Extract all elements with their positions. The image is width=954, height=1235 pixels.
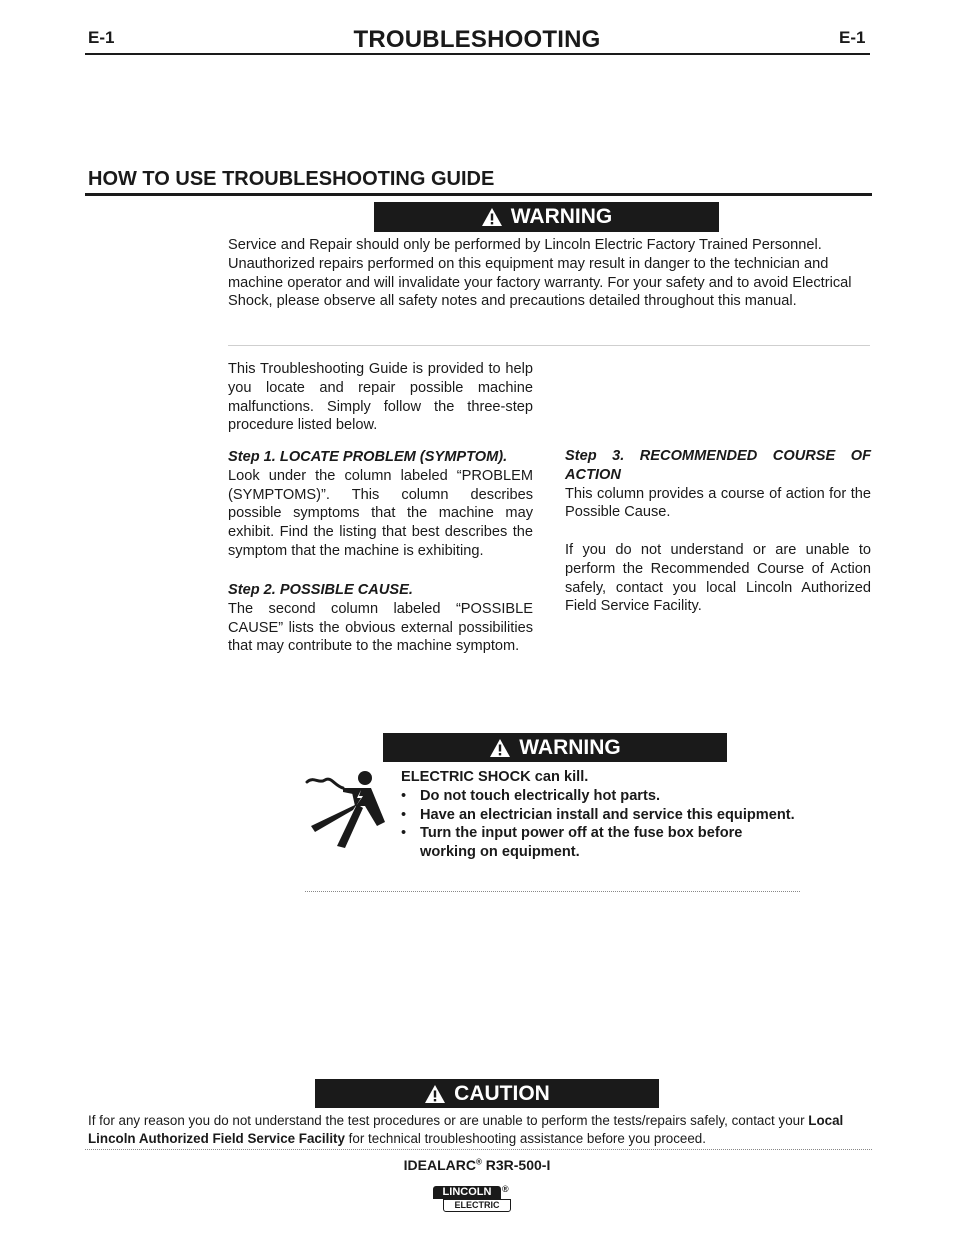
warning-triangle-icon	[424, 1084, 446, 1104]
intro-text	[228, 360, 533, 435]
page-code-left: E-1	[88, 28, 115, 47]
step-3-heading: Step 3. RECOMMENDED COURSE OF ACTION	[565, 448, 871, 483]
intro-paragraph: This Troubleshooting Guide is provided to help you locate and repair possible machine malfunctions. Simply follow the three-step procedure listed below.	[228, 361, 533, 434]
divider	[228, 345, 870, 346]
warning-2-heading: ELECTRIC SHOCK can kill.	[401, 769, 589, 785]
warning-2-item-text: Turn the input power off at the fuse box before working on equipment.	[420, 825, 743, 861]
caution-text-bold: Local Lincoln Authorized Field Service Facility	[88, 1113, 844, 1146]
caution-banner	[315, 1079, 659, 1108]
warning-2-item	[401, 806, 801, 825]
bullet: •	[401, 787, 407, 804]
header-rule	[85, 53, 870, 55]
electric-shock-icon	[305, 770, 393, 852]
warning-banner-1	[374, 202, 719, 232]
warning-2-item-text: Have an electrician install and service this equipment.	[420, 806, 795, 823]
step-1-heading: Step 1. LOCATE PROBLEM (SYMPTOM).	[228, 449, 508, 465]
warning-2-item	[401, 824, 801, 862]
step-3-text-2: If you do not understand or are unable to perform the Recommended Course of Action safely, contact you local Lincoln Authorized Field Service Facility.	[565, 541, 871, 615]
step-1-text: Look under the column labeled “PROBLEM (SYMPTOMS)”. This column describes possible symptoms that the machine may exhibit. Find the listing that best describes the symptom that the machine is exhibiting.	[228, 467, 533, 559]
warning-1-text	[228, 236, 872, 311]
footer-divider	[85, 1149, 872, 1150]
caution-text-pre: If for any reason you do not understand the test procedures or are unable to perform the tests/repairs safely, contact your	[88, 1113, 809, 1128]
step-2	[228, 581, 533, 656]
warning-2-divider	[305, 891, 800, 892]
step-2-text: The second column labeled “POSSIBLE CAUSE” lists the obvious external possibilities that may contribute to the machine symptom.	[228, 600, 533, 655]
lincoln-electric-logo	[433, 1186, 513, 1214]
bullet: •	[401, 825, 407, 842]
step-3	[565, 447, 871, 616]
warning-triangle-icon	[489, 738, 511, 758]
model-code: R3R-500-I	[485, 1157, 551, 1173]
warning-label: WARNING	[519, 735, 621, 759]
model-name	[0, 1157, 954, 1173]
warning-1-paragraph: Service and Repair should only be performed by Lincoln Electric Factory Trained Personnel. Unauthorized repairs performed on this equipment may result in danger to the technician and machine operator and will invalidate your factory warranty. For your safety and to avoid Electrical Shock, please observe all safety notes and precautions detailed throughout this manual.	[228, 237, 852, 310]
model-name-text: IDEALARC	[403, 1157, 476, 1173]
warning-2-item	[401, 787, 801, 806]
registered-mark: ®	[475, 1157, 482, 1167]
section-rule	[85, 193, 872, 196]
bullet: •	[401, 806, 407, 823]
step-2-heading: Step 2. POSSIBLE CAUSE.	[228, 582, 413, 598]
warning-banner-2	[383, 733, 727, 762]
page-title: TROUBLESHOOTING	[353, 26, 601, 53]
warning-2-item-text: Do not touch electrically hot parts.	[420, 787, 661, 804]
warning-triangle-icon	[481, 207, 503, 227]
caution-label: CAUTION	[454, 1081, 550, 1105]
warning-2-content	[401, 768, 801, 862]
logo-registered-mark: ®	[502, 1184, 509, 1194]
section-title: HOW TO USE TROUBLESHOOTING GUIDE	[88, 168, 495, 190]
warning-label: WARNING	[510, 205, 613, 228]
step-3-text-1: This column provides a course of action for the Possible Cause.	[565, 485, 871, 521]
caution-text-post: for technical troubleshooting assistance before you proceed.	[344, 1131, 706, 1146]
page-code-right: E-1	[839, 28, 866, 47]
logo-top: LINCOLN	[433, 1186, 501, 1199]
step-1	[228, 448, 533, 561]
logo-bottom: ELECTRIC	[443, 1199, 511, 1212]
caution-text	[88, 1112, 873, 1148]
